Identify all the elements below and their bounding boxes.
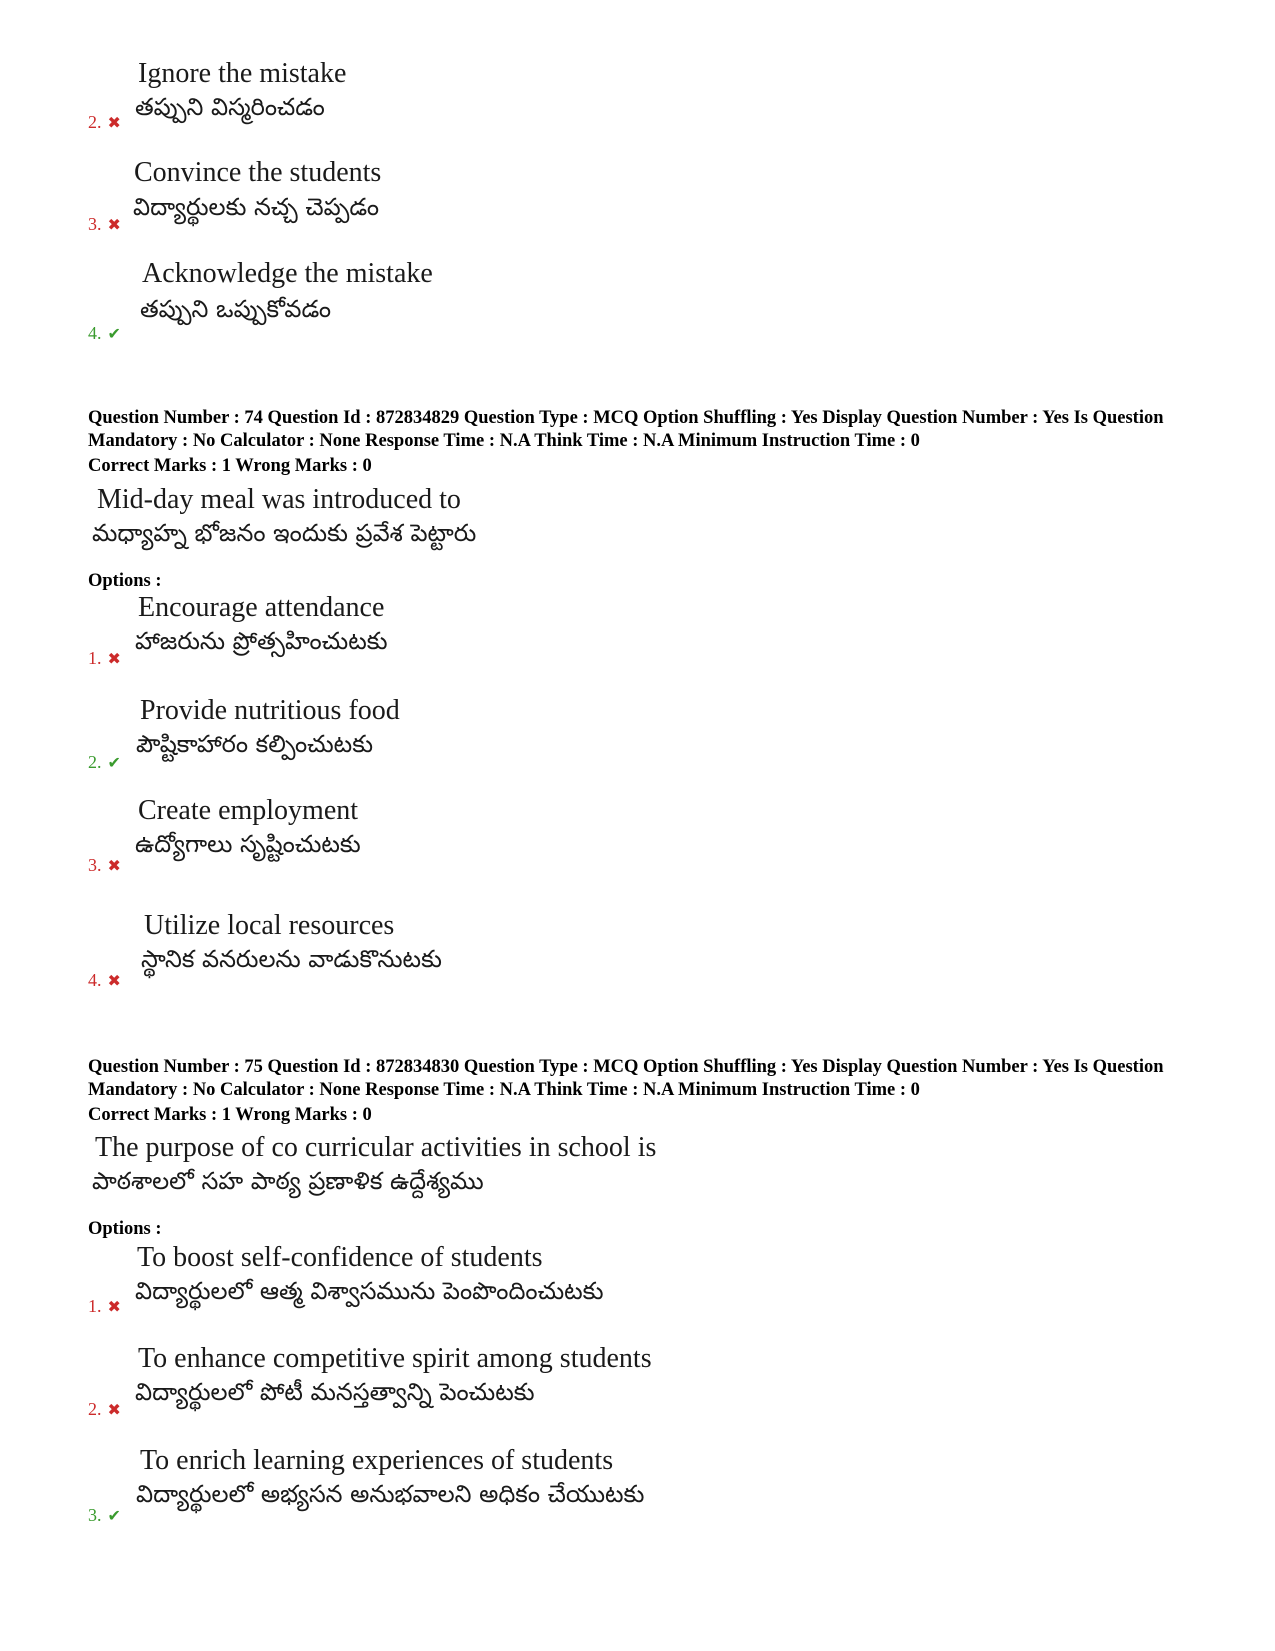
option-text-en: To enrich learning experiences of students bbox=[140, 1445, 614, 1476]
option-marker bbox=[88, 323, 121, 345]
option-number: 3. bbox=[88, 214, 102, 234]
option-text-en: To boost self-confidence of students bbox=[137, 1242, 543, 1273]
option-marker bbox=[88, 214, 121, 236]
option-marker bbox=[88, 648, 121, 670]
option-number: 2. bbox=[88, 112, 102, 132]
option-marker bbox=[88, 752, 121, 774]
option-text-te: విద్యార్థులలో పోటీ మనస్తత్వాన్ని పెంచుటకు bbox=[135, 1378, 535, 1406]
cross-mark-icon: ✖ bbox=[107, 973, 121, 990]
cross-mark-icon: ✖ bbox=[107, 1299, 121, 1316]
option-text-te: హాజరును ప్రోత్సహించుటకు bbox=[135, 627, 388, 655]
question-text-te: పాఠశాలలో సహ పాఠ్య ప్రణాళిక ఉద్దేశ్యము bbox=[92, 1167, 484, 1195]
option-text-te: పౌష్టికాహారం కల్పించుటకు bbox=[136, 730, 374, 758]
question-text-en: Mid-day meal was introduced to bbox=[97, 484, 461, 515]
option-text-en: Provide nutritious food bbox=[140, 695, 400, 726]
option-number: 3. bbox=[88, 1505, 102, 1525]
question-text-en: The purpose of co curricular activities in school is bbox=[95, 1132, 657, 1163]
option-text-te: తప్పుని విస్మరించడం bbox=[135, 93, 325, 121]
option-text-en: Ignore the mistake bbox=[138, 58, 347, 89]
cross-mark-icon: ✖ bbox=[107, 217, 121, 234]
check-mark-icon: ✔ bbox=[107, 326, 121, 343]
question-text-te: మధ్యాహ్న భోజనం ఇందుకు ప్రవేశ పెట్టారు bbox=[92, 519, 477, 547]
cross-mark-icon: ✖ bbox=[107, 858, 121, 875]
question-marks: Correct Marks : 1 Wrong Marks : 0 bbox=[88, 1105, 372, 1125]
option-text-te: విద్యార్థులలో ఆత్మ విశ్వాసమును పెంపొందించుటకు bbox=[135, 1277, 604, 1305]
check-mark-icon: ✔ bbox=[107, 755, 121, 772]
option-text-te: విద్యార్థులకు నచ్చ చెప్పడం bbox=[133, 193, 379, 221]
option-text-en: Create employment bbox=[138, 795, 359, 826]
option-marker bbox=[88, 1505, 121, 1527]
cross-mark-icon: ✖ bbox=[107, 115, 121, 132]
option-number: 1. bbox=[88, 1296, 102, 1316]
question-marks: Correct Marks : 1 Wrong Marks : 0 bbox=[88, 456, 372, 476]
question-meta: Question Number : 74 Question Id : 872834829 Question Type : MCQ Option Shuffling : Yes Display Question Number : Yes Is Question Mandatory : No Calculator : None Response Time : N.A Think Time : N.A Minimum Instruction Time : 0 bbox=[88, 408, 1164, 451]
option-number: 4. bbox=[88, 970, 102, 990]
option-number: 2. bbox=[88, 752, 102, 772]
option-marker bbox=[88, 855, 121, 877]
option-marker bbox=[88, 1296, 121, 1318]
option-text-en: To enhance competitive spirit among students bbox=[138, 1343, 652, 1374]
option-marker bbox=[88, 970, 121, 992]
options-label: Options : bbox=[88, 1219, 162, 1239]
option-number: 3. bbox=[88, 855, 102, 875]
option-text-te: స్థానిక వనరులను వాడుకొనుటకు bbox=[141, 945, 442, 973]
option-number: 2. bbox=[88, 1399, 102, 1419]
question-meta: Question Number : 75 Question Id : 872834830 Question Type : MCQ Option Shuffling : Yes Display Question Number : Yes Is Question Mandatory : No Calculator : None Response Time : N.A Think Time : N.A Minimum Instruction Time : 0 bbox=[88, 1057, 1164, 1100]
option-text-en: Acknowledge the mistake bbox=[142, 258, 433, 289]
option-number: 1. bbox=[88, 648, 102, 668]
option-text-en: Convince the students bbox=[134, 157, 382, 188]
options-label: Options : bbox=[88, 571, 162, 591]
option-marker bbox=[88, 1399, 121, 1421]
option-text-te: ఉద్యోగాలు సృష్టించుటకు bbox=[135, 830, 361, 858]
check-mark-icon: ✔ bbox=[107, 1508, 121, 1525]
option-text-te: తప్పుని ఒప్పుకోవడం bbox=[140, 295, 332, 323]
option-text-en: Utilize local resources bbox=[144, 910, 395, 941]
option-number: 4. bbox=[88, 323, 102, 343]
option-marker bbox=[88, 112, 121, 134]
cross-mark-icon: ✖ bbox=[107, 651, 121, 668]
option-text-te: విద్యార్థులలో అభ్యసన అనుభవాలని అధికం చేయుటకు bbox=[136, 1480, 645, 1508]
cross-mark-icon: ✖ bbox=[107, 1402, 121, 1419]
option-text-en: Encourage attendance bbox=[138, 592, 385, 623]
